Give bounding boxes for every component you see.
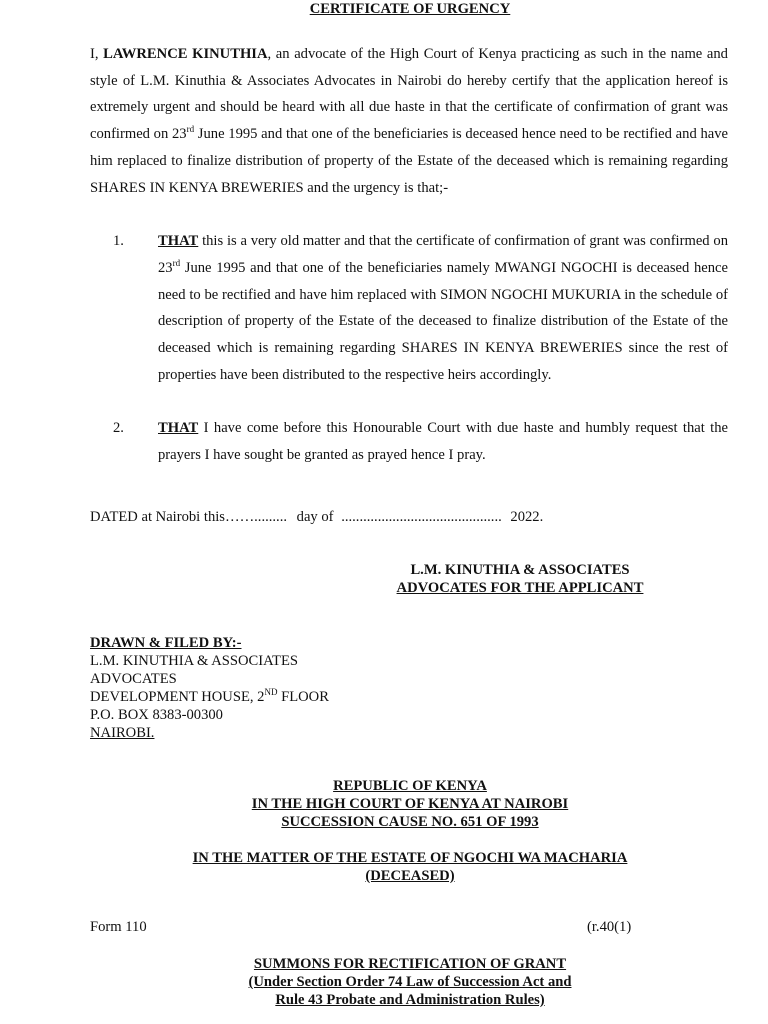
dated-prefix: DATED at Nairobi this……......... — [90, 509, 287, 525]
ground-2-body: I have come before this Honourable Court with due haste and humbly request that the prayers I have sought be granted as prayed hence I pray. — [158, 420, 728, 463]
summons-title: SUMMONS FOR RECTIFICATION OF GRANT — [253, 956, 567, 972]
ground-1-text — [158, 228, 728, 389]
court-cause-number: SUCCESSION CAUSE NO. 651 OF 1993 — [281, 814, 539, 830]
floor-superscript: ND — [264, 687, 278, 698]
drawn-filed-firm: L.M. KINUTHIA & ASSOCIATES — [90, 653, 298, 669]
advocate-name: LAWRENCE KINUTHIA — [103, 46, 268, 62]
ground-2-keyword: THAT — [158, 420, 199, 436]
form-rule: (r.40(1) — [587, 919, 632, 935]
dated-day-of: day of — [296, 509, 334, 525]
ground-1-number: 1. — [113, 233, 124, 249]
intro-text-part2: June 1995 and that one of the beneficiaries is deceased hence need to be rectified and have him replaced to finalize distribution of property of the Estate of the deceased which is remaining regarding SHARES IN KENYA BREWERIES and the urgency is that;- — [90, 126, 728, 196]
dated-dots: ............................................ — [341, 509, 502, 525]
summons-rule: Rule 43 Probate and Administration Rules) — [275, 992, 545, 1008]
ground-1-part1: this is a very old matter and that the certificate of confirmation of grant was confirmed on 23 — [158, 233, 728, 276]
signature-role: ADVOCATES FOR THE APPLICANT — [396, 580, 644, 596]
dated-year: 2022. — [510, 509, 544, 525]
drawn-filed-city: NAIROBI. — [90, 725, 155, 741]
intro-date-superscript: rd — [186, 124, 195, 135]
matter-estate: IN THE MATTER OF THE ESTATE OF NGOCHI WA MACHARIA — [192, 850, 628, 866]
drawn-filed-address: DEVELOPMENT HOUSE, 2ND FLOOR — [90, 687, 329, 705]
court-republic: REPUBLIC OF KENYA — [333, 778, 487, 794]
matter-deceased: (DECEASED) — [365, 868, 455, 884]
drawn-filed-heading: DRAWN & FILED BY:- — [90, 635, 242, 651]
dated-line — [90, 509, 543, 526]
ground-2-text — [158, 415, 728, 469]
matter-heading — [0, 849, 768, 885]
ground-1-date-superscript: rd — [172, 257, 181, 268]
intro-text-part1: , an advocate of the High Court of Kenya practicing as such in the name and style of L.M. Kinuthia & Associates Advocates in Nairobi do hereby certify that the application hereof is extremely urgent and should be heard with all due haste in that the certificate of confirmation of grant was confirmed on 23 — [90, 46, 728, 143]
drawn-filed-advocates: ADVOCATES — [90, 671, 177, 687]
court-heading — [0, 777, 768, 831]
summons-heading — [0, 955, 768, 1009]
intro-paragraph — [90, 41, 728, 201]
signature-firm: L.M. KINUTHIA & ASSOCIATES — [410, 562, 630, 578]
form-number: Form 110 — [90, 919, 147, 935]
drawn-filed-po-box: P.O. BOX 8383-00300 — [90, 707, 223, 723]
court-high-court: IN THE HIGH COURT OF KENYA AT NAIROBI — [251, 796, 569, 812]
ground-1-part2: June 1995 and that one of the beneficiaries namely MWANGI NGOCHI is deceased hence need to be rectified and have him replaced with SIMON NGOCHI MUKURIA in the schedule of description of property of the Estate of the deceased to finalize distribution of the Estate of the deceased which is remaining regarding SHARES IN KENYA BREWERIES since the rest of properties have been distributed to the respective heirs accordingly. — [158, 259, 728, 383]
drawn-filed-block — [90, 634, 329, 742]
ground-1-keyword: THAT — [158, 233, 199, 249]
certificate-title: CERTIFICATE OF URGENCY — [309, 1, 511, 17]
intro-lead: I, — [90, 46, 104, 62]
ground-2-number: 2. — [113, 420, 124, 436]
summons-section: (Under Section Order 74 Law of Succession Act and — [248, 974, 572, 990]
